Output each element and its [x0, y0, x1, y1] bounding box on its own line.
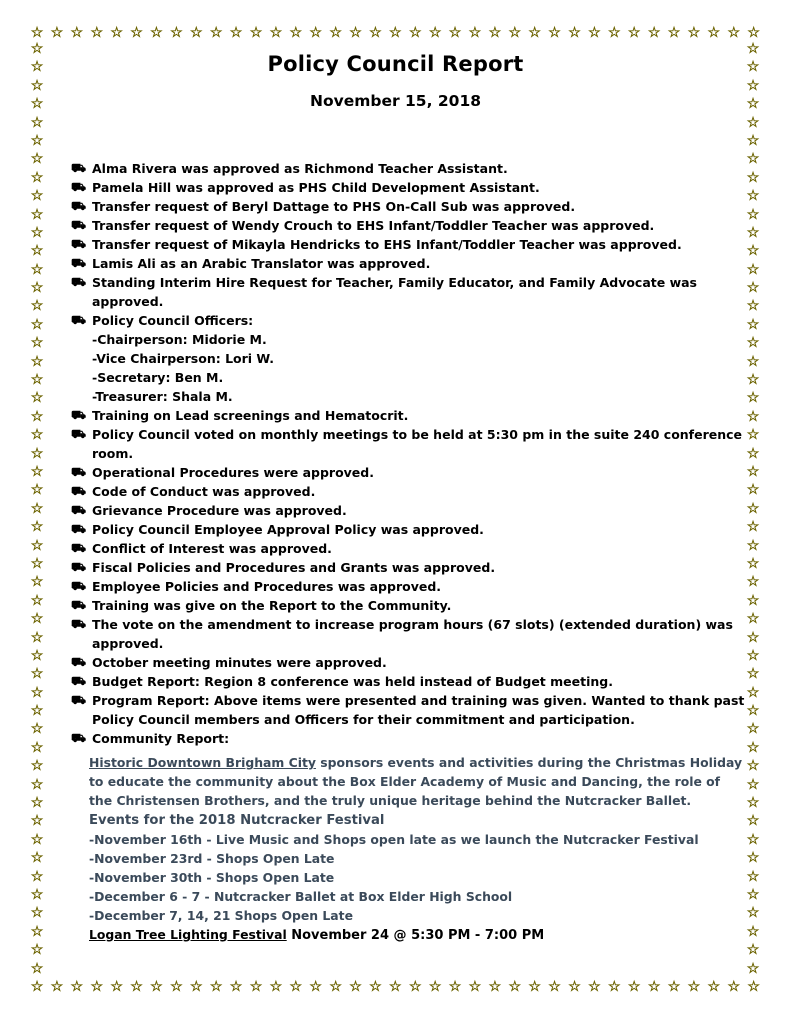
star-icon: ☆ — [30, 280, 44, 297]
star-icon: ☆ — [727, 979, 740, 995]
star-icon: ☆ — [209, 979, 223, 995]
list-item-text: Employee Policies and Procedures was approved. — [92, 579, 442, 594]
bus-icon: ⛟ — [71, 199, 87, 213]
star-icon: ☆ — [30, 868, 44, 885]
star-icon: ☆ — [568, 25, 581, 41]
star-icon: ☆ — [746, 592, 760, 609]
star-icon: ☆ — [746, 666, 760, 683]
star-icon: ☆ — [548, 979, 561, 995]
list-item-text: Lamis Ali as an Arabic Translator was approved. — [92, 256, 431, 271]
star-icon: ☆ — [746, 739, 760, 756]
star-icon: ☆ — [746, 335, 760, 352]
list-item — [71, 520, 747, 539]
logan-festival-line — [89, 925, 745, 945]
star-icon: ☆ — [30, 611, 44, 628]
bus-icon: ⛟ — [71, 408, 87, 422]
star-icon: ☆ — [588, 979, 601, 995]
list-item — [71, 463, 747, 482]
bus-icon: ⛟ — [71, 256, 87, 270]
star-icon: ☆ — [30, 905, 44, 922]
list-item-text: Standing Interim Hire Request for Teacher, Family Educator, and Family Advocate was approved. — [92, 275, 697, 309]
bus-icon: ⛟ — [71, 484, 87, 498]
star-icon: ☆ — [30, 629, 44, 646]
brigham-city-link[interactable]: Historic Downtown Brigham City — [89, 755, 316, 770]
star-icon: ☆ — [349, 25, 362, 41]
star-icon: ☆ — [30, 666, 44, 683]
event-item: -November 23rd - Shops Open Late — [89, 851, 335, 866]
star-icon: ☆ — [30, 151, 44, 168]
star-icon: ☆ — [746, 886, 760, 903]
community-report-section — [89, 753, 745, 945]
star-icon: ☆ — [548, 25, 561, 41]
list-item — [71, 273, 747, 311]
event-item: -November 30th - Shops Open Late — [89, 870, 335, 885]
star-icon: ☆ — [30, 758, 44, 775]
star-icon: ☆ — [30, 224, 44, 241]
star-icon: ☆ — [746, 500, 760, 517]
bus-icon: ⛟ — [71, 237, 87, 251]
star-icon: ☆ — [70, 979, 84, 995]
list-item — [71, 577, 747, 596]
star-icon: ☆ — [746, 684, 760, 701]
star-icon: ☆ — [30, 169, 44, 186]
community-report-heading: Community Report: — [92, 731, 230, 746]
star-icon: ☆ — [90, 979, 103, 995]
bus-icon: ⛟ — [71, 427, 87, 441]
star-icon: ☆ — [30, 500, 44, 517]
list-item-text: Fiscal Policies and Procedures and Grants was approved. — [92, 560, 496, 575]
star-icon: ☆ — [30, 592, 44, 609]
list-item-text: Program Report: Above items were presented and training was given. Wanted to thank past Policy Council members and Officers for their commitment and participation. — [92, 693, 745, 727]
star-icon: ☆ — [30, 979, 44, 995]
star-icon: ☆ — [746, 96, 760, 113]
star-icon: ☆ — [747, 25, 760, 41]
star-icon: ☆ — [110, 979, 123, 995]
star-icon: ☆ — [30, 703, 44, 720]
bus-icon: ⛟ — [71, 731, 87, 745]
report-item-list — [71, 159, 747, 748]
list-item-text: Training was give on the Report to the Community. — [92, 598, 452, 613]
star-icon: ☆ — [746, 408, 760, 425]
star-icon: ☆ — [746, 647, 760, 664]
bus-icon: ⛟ — [71, 674, 87, 688]
star-icon: ☆ — [189, 979, 203, 995]
star-icon: ☆ — [110, 25, 123, 41]
star-icon: ☆ — [568, 979, 581, 995]
star-border-left — [30, 42, 44, 976]
star-icon: ☆ — [269, 25, 283, 41]
star-icon: ☆ — [349, 979, 362, 995]
star-icon: ☆ — [30, 850, 44, 867]
star-icon: ☆ — [746, 372, 760, 389]
star-icon: ☆ — [369, 979, 382, 995]
star-icon: ☆ — [746, 721, 760, 738]
star-icon: ☆ — [746, 114, 760, 131]
list-item-text: Budget Report: Region 8 conference was held instead of Budget meeting. — [92, 674, 613, 689]
list-item-text: Alma Rivera was approved as Richmond Teacher Assistant. — [92, 161, 508, 176]
star-icon: ☆ — [627, 979, 641, 995]
star-icon: ☆ — [408, 25, 422, 41]
star-icon: ☆ — [746, 261, 760, 278]
star-icon: ☆ — [30, 298, 44, 315]
star-icon: ☆ — [528, 25, 541, 41]
star-border-bottom — [30, 980, 761, 994]
star-icon: ☆ — [30, 390, 44, 407]
list-item — [71, 216, 747, 235]
star-icon: ☆ — [508, 25, 522, 41]
star-icon: ☆ — [30, 427, 44, 444]
events-heading: Events for the 2018 Nutcracker Festival — [89, 813, 385, 828]
list-item-text: The vote on the amendment to increase program hours (67 slots) (extended duration) was approved. — [92, 617, 733, 651]
logan-festival-link[interactable]: Logan Tree Lighting Festival — [89, 927, 287, 942]
list-item-text: Transfer request of Mikayla Hendricks to EHS Infant/Toddler Teacher was approved. — [92, 237, 682, 252]
bus-icon: ⛟ — [71, 617, 87, 631]
star-icon: ☆ — [746, 151, 760, 168]
star-icon: ☆ — [746, 611, 760, 628]
star-icon: ☆ — [30, 132, 44, 149]
event-item: -December 6 - 7 - Nutcracker Ballet at Box Elder High School — [89, 889, 513, 904]
star-icon: ☆ — [468, 25, 482, 41]
list-item-text: Operational Procedures were approved. — [92, 465, 374, 480]
star-icon: ☆ — [746, 629, 760, 646]
officers-item — [71, 311, 747, 406]
list-item — [71, 615, 747, 653]
bus-icon: ⛟ — [71, 503, 87, 517]
star-icon: ☆ — [608, 979, 621, 995]
star-border-top — [30, 26, 761, 40]
star-icon: ☆ — [30, 739, 44, 756]
star-icon: ☆ — [30, 261, 44, 278]
star-icon: ☆ — [667, 979, 681, 995]
star-icon: ☆ — [130, 979, 143, 995]
star-icon: ☆ — [70, 25, 84, 41]
star-icon: ☆ — [30, 776, 44, 793]
star-icon: ☆ — [30, 537, 44, 554]
star-icon: ☆ — [727, 25, 740, 41]
star-icon: ☆ — [30, 519, 44, 536]
list-item — [71, 501, 747, 520]
list-item — [71, 691, 747, 729]
star-icon: ☆ — [746, 280, 760, 297]
star-icon: ☆ — [229, 979, 243, 995]
star-icon: ☆ — [746, 132, 760, 149]
star-icon: ☆ — [746, 813, 760, 830]
star-icon: ☆ — [30, 831, 44, 848]
star-icon: ☆ — [746, 942, 760, 959]
list-item — [71, 672, 747, 691]
star-icon: ☆ — [488, 979, 502, 995]
star-icon: ☆ — [30, 813, 44, 830]
bus-icon: ⛟ — [71, 522, 87, 536]
list-item — [71, 482, 747, 501]
star-icon: ☆ — [30, 647, 44, 664]
star-icon: ☆ — [90, 25, 103, 41]
list-item-text: Pamela Hill was approved as PHS Child Development Assistant. — [92, 180, 540, 195]
star-icon: ☆ — [30, 335, 44, 352]
star-icon: ☆ — [746, 316, 760, 333]
star-icon: ☆ — [50, 25, 64, 41]
star-icon: ☆ — [746, 795, 760, 812]
list-item-text: Transfer request of Wendy Crouch to EHS Infant/Toddler Teacher was approved. — [92, 218, 655, 233]
officer-chairperson: -Chairperson: Midorie M. — [92, 332, 267, 347]
star-icon: ☆ — [428, 25, 442, 41]
star-icon: ☆ — [309, 979, 322, 995]
list-item — [71, 159, 747, 178]
star-icon: ☆ — [508, 979, 522, 995]
bus-icon: ⛟ — [71, 218, 87, 232]
page-title: Policy Council Report — [267, 52, 524, 76]
star-icon: ☆ — [608, 25, 621, 41]
logan-festival-time: November 24 @ 5:30 PM - 7:00 PM — [286, 928, 545, 943]
star-icon: ☆ — [746, 519, 760, 536]
bus-icon: ⛟ — [71, 579, 87, 593]
star-icon: ☆ — [150, 25, 163, 41]
star-icon: ☆ — [528, 979, 541, 995]
star-icon: ☆ — [428, 979, 442, 995]
list-item-text: Policy Council voted on monthly meetings to be held at 5:30 pm in the suite 240 conference room. — [92, 427, 743, 461]
star-icon: ☆ — [369, 25, 382, 41]
star-icon: ☆ — [30, 942, 44, 959]
star-icon: ☆ — [746, 758, 760, 775]
star-icon: ☆ — [408, 979, 422, 995]
list-item — [71, 178, 747, 197]
star-icon: ☆ — [746, 206, 760, 223]
bus-icon: ⛟ — [71, 541, 87, 555]
event-item: -November 16th - Live Music and Shops open late as we launch the Nutcracker Festival — [89, 832, 699, 847]
officers-heading: Policy Council Officers: — [92, 313, 254, 328]
star-icon: ☆ — [30, 795, 44, 812]
star-icon: ☆ — [746, 923, 760, 940]
star-icon: ☆ — [30, 114, 44, 131]
officer-treasurer: -Treasurer: Shala M. — [92, 389, 233, 404]
list-item-text: Grievance Procedure was approved. — [92, 503, 347, 518]
officer-vice-chairperson: -Vice Chairperson: Lori W. — [92, 351, 274, 366]
list-item-text: Policy Council Employee Approval Policy was approved. — [92, 522, 484, 537]
star-icon: ☆ — [707, 25, 721, 41]
star-icon: ☆ — [448, 979, 462, 995]
star-icon: ☆ — [30, 353, 44, 370]
star-icon: ☆ — [30, 372, 44, 389]
star-icon: ☆ — [746, 427, 760, 444]
star-icon: ☆ — [746, 574, 760, 591]
star-icon: ☆ — [746, 445, 760, 462]
star-icon: ☆ — [189, 25, 203, 41]
bus-icon: ⛟ — [71, 161, 87, 175]
star-icon: ☆ — [588, 25, 601, 41]
bus-icon: ⛟ — [71, 560, 87, 574]
star-icon: ☆ — [289, 979, 303, 995]
officer-secretary: -Secretary: Ben M. — [92, 370, 224, 385]
star-icon: ☆ — [647, 979, 661, 995]
star-icon: ☆ — [667, 25, 681, 41]
star-icon: ☆ — [30, 25, 44, 41]
star-icon: ☆ — [289, 25, 303, 41]
star-icon: ☆ — [30, 574, 44, 591]
star-icon: ☆ — [30, 59, 44, 76]
list-item — [71, 235, 747, 254]
list-item-text: Training on Lead screenings and Hematocrit. — [92, 408, 409, 423]
star-icon: ☆ — [30, 77, 44, 94]
bus-icon: ⛟ — [71, 180, 87, 194]
star-icon: ☆ — [746, 703, 760, 720]
star-icon: ☆ — [170, 979, 183, 995]
community-description — [89, 753, 745, 810]
event-item: -December 7, 14, 21 Shops Open Late — [89, 908, 353, 923]
star-icon: ☆ — [30, 555, 44, 572]
star-icon: ☆ — [647, 25, 661, 41]
list-item — [71, 539, 747, 558]
star-icon: ☆ — [30, 721, 44, 738]
star-icon: ☆ — [30, 96, 44, 113]
star-icon: ☆ — [30, 886, 44, 903]
star-icon: ☆ — [746, 831, 760, 848]
star-icon: ☆ — [30, 41, 44, 57]
star-icon: ☆ — [746, 850, 760, 867]
star-icon: ☆ — [309, 25, 322, 41]
bus-icon: ⛟ — [71, 655, 87, 669]
star-icon: ☆ — [687, 979, 701, 995]
star-icon: ☆ — [746, 169, 760, 186]
star-icon: ☆ — [746, 463, 760, 480]
star-icon: ☆ — [130, 25, 143, 41]
star-icon: ☆ — [269, 979, 283, 995]
list-item-text: Conflict of Interest was approved. — [92, 541, 332, 556]
star-icon: ☆ — [229, 25, 243, 41]
star-icon: ☆ — [746, 776, 760, 793]
list-item — [71, 406, 747, 425]
star-icon: ☆ — [746, 77, 760, 94]
star-icon: ☆ — [746, 905, 760, 922]
list-item — [71, 558, 747, 577]
bus-icon: ⛟ — [71, 465, 87, 479]
bus-icon: ⛟ — [71, 598, 87, 612]
star-icon: ☆ — [687, 25, 701, 41]
star-icon: ☆ — [747, 979, 760, 995]
list-item — [71, 596, 747, 615]
star-icon: ☆ — [627, 25, 641, 41]
star-icon: ☆ — [249, 979, 263, 995]
star-icon: ☆ — [746, 224, 760, 241]
star-icon: ☆ — [170, 25, 183, 41]
star-icon: ☆ — [707, 979, 721, 995]
star-icon: ☆ — [30, 463, 44, 480]
list-item — [71, 425, 747, 463]
list-item — [71, 197, 747, 216]
list-item-text: October meeting minutes were approved. — [92, 655, 387, 670]
star-icon: ☆ — [30, 923, 44, 940]
star-icon: ☆ — [746, 59, 760, 76]
star-icon: ☆ — [746, 537, 760, 554]
star-icon: ☆ — [30, 408, 44, 425]
star-icon: ☆ — [746, 188, 760, 205]
star-icon: ☆ — [209, 25, 223, 41]
star-icon: ☆ — [746, 868, 760, 885]
star-icon: ☆ — [746, 482, 760, 499]
star-icon: ☆ — [30, 445, 44, 462]
star-icon: ☆ — [329, 979, 342, 995]
community-description-text: sponsors events and activities during the Christmas Holiday to educate the community about the Box Elder Academy of Music and Dancing, the role of the Christensen Brothers, and the truly unique heritage behind the Nutcracker Ballet. — [89, 755, 743, 808]
star-icon: ☆ — [30, 960, 44, 977]
star-icon: ☆ — [488, 25, 502, 41]
star-icon: ☆ — [30, 206, 44, 223]
star-icon: ☆ — [30, 243, 44, 260]
bus-icon: ⛟ — [71, 693, 87, 707]
star-icon: ☆ — [30, 684, 44, 701]
star-icon: ☆ — [249, 25, 263, 41]
star-border-right — [746, 42, 760, 976]
star-icon: ☆ — [468, 979, 482, 995]
star-icon: ☆ — [746, 390, 760, 407]
star-icon: ☆ — [329, 25, 342, 41]
bus-icon: ⛟ — [71, 313, 87, 327]
star-icon: ☆ — [746, 41, 760, 57]
report-date: November 15, 2018 — [309, 92, 482, 110]
star-icon: ☆ — [746, 555, 760, 572]
star-icon: ☆ — [389, 979, 402, 995]
star-icon: ☆ — [30, 316, 44, 333]
list-item-text: Transfer request of Beryl Dattage to PHS On-Call Sub was approved. — [92, 199, 576, 214]
star-icon: ☆ — [389, 25, 402, 41]
bus-icon: ⛟ — [71, 275, 87, 289]
list-item — [71, 653, 747, 672]
star-icon: ☆ — [50, 979, 64, 995]
star-icon: ☆ — [30, 188, 44, 205]
list-item-text: Code of Conduct was approved. — [92, 484, 316, 499]
star-icon: ☆ — [448, 25, 462, 41]
star-icon: ☆ — [30, 482, 44, 499]
star-icon: ☆ — [150, 979, 163, 995]
star-icon: ☆ — [746, 960, 760, 977]
star-icon: ☆ — [746, 243, 760, 260]
star-icon: ☆ — [746, 353, 760, 370]
star-icon: ☆ — [746, 298, 760, 315]
list-item — [71, 254, 747, 273]
community-report-item — [71, 729, 747, 748]
